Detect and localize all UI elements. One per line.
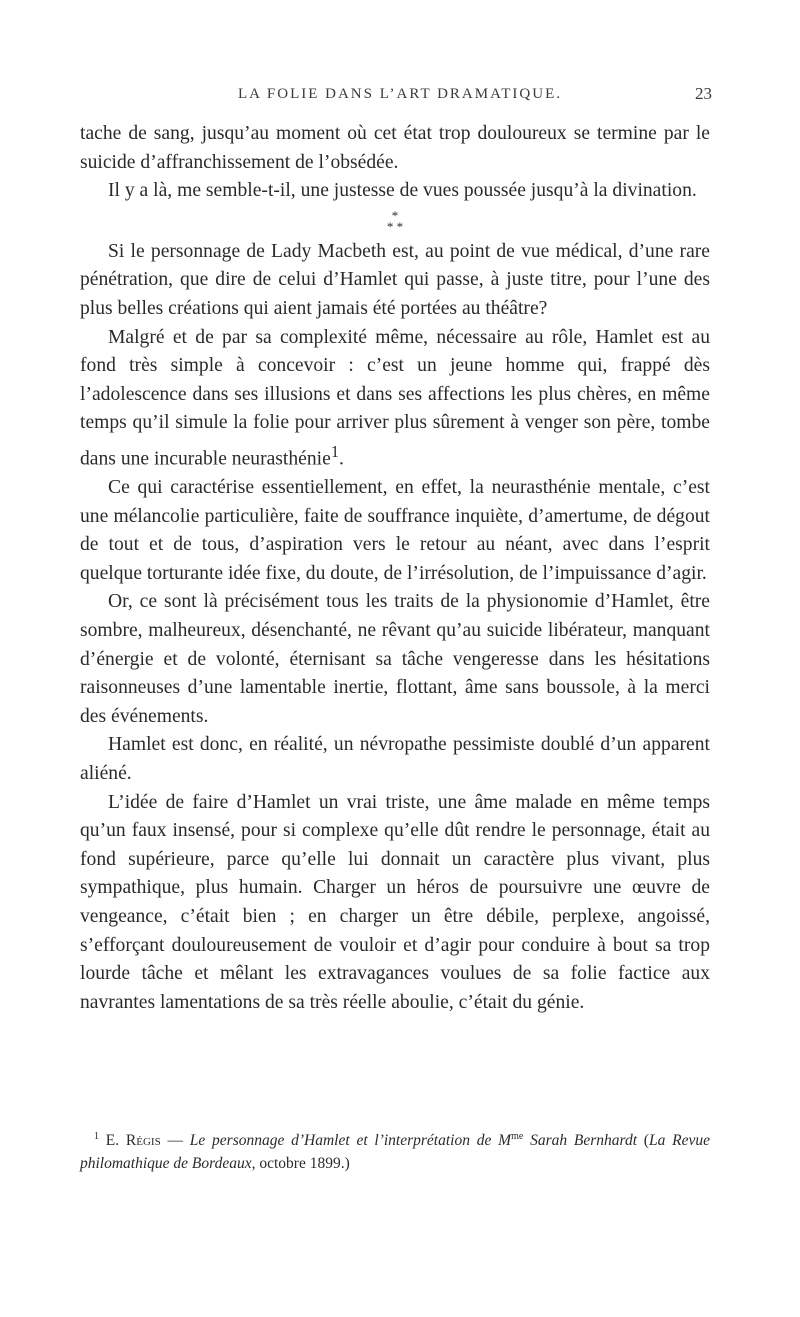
footnote-subject: Sarah Bernhardt [523,1132,638,1150]
footnote-date: octobre 1899.) [255,1155,350,1173]
asterism-bottom: * * [386,218,404,234]
paragraph: Il y a là, me semble-t-il, une justesse de vues poussée jusqu’à la divination. [108,180,697,202]
footnote-title: Le personnage d’Hamlet et l’interprétation de M [189,1132,512,1150]
paragraph-text: Malgré et de par sa complexité même, nécessaire au rôle, Hamlet est au fond très simple à concevoir : c’est un jeune homme qui, frappé dès l’adolescence dans ses illusions et dans ses affections les plus chères, en même temps qu’il simule la folie pour arriver plus sûrement à venger son père, tombe dans une incurable neurasthénie [80,326,710,470]
footnote-dash: — [160,1132,190,1150]
paragraph-continued: tache de sang, jusqu’au moment où cet état trop douloureux se termine par le suicide d’affranchissement de l’obsédée. [80,123,710,173]
paragraph: L’idée de faire d’Hamlet un vrai triste, une âme malade en même temps qu’un faux insensé, pour si complexe qu’elle dût rendre le personnage, était au fond supérieure, parce qu’elle lui donnait un caractère plus vivant, plus sympathique, plus humain. Charger un héros de poursuivre une œuvre de vengeance, c’était bien ; en charger un être débile, perplexe, angoissé, s’efforçant douloureusement de vouloir et d’agir pour conduire à bout sa trop lourde tâche et mêlant les extravagances voulues de sa folie factice aux navrantes lamentations de sa très réelle aboulie, c’était du génie. [80,791,710,1013]
paragraph: Hamlet est donc, en réalité, un névropathe pessimiste doublé d’un apparent aliéné. [80,734,710,784]
footnote-marker: 1 [94,1131,99,1142]
footnote-journal: La Revue philomathique de Bordeaux, [80,1132,710,1173]
body-text [80,120,710,1017]
asterism [80,206,710,238]
asterism-top: * [391,207,399,223]
paragraph: Ce qui caractérise essentiellement, en effet, la neurasthénie mentale, c’est une mélancolie particulière, faite de souffrance inquiète, d’amertume, de dégout de tout et de tous, d’aspiration vers le retour au néant, avec dans l’esprit quelque torturante idée fixe, du doute, de l’irrésolution, de l’impuissance d’agir. [80,477,710,584]
paragraph: Si le personnage de Lady Macbeth est, au point de vue médical, d’une rare pénétration, que dire de celui d’Hamlet qui passe, à juste titre, pour l’une des plus belles créations qui aient jamais été portées au théâtre? [80,240,710,319]
footnote-reference: 1 [330,441,339,461]
running-head [80,86,720,110]
page-number: 23 [695,84,712,103]
footnote-author: E. Régis [105,1132,161,1150]
paragraph-with-note [80,324,710,475]
running-title: LA FOLIE DANS L’ART DRAMATIQUE. [237,86,563,102]
sentence-end: . [338,448,344,470]
footnote-title-sup: me [511,1131,524,1142]
footnote [80,1125,710,1175]
paragraph: Or, ce sont là précisément tous les traits de la physionomie d’Hamlet, être sombre, malheureux, désenchanté, ne rêvant qu’au suicide libérateur, manquant d’énergie et de volonté, éternisant sa tâche vengeresse dans les hésitations raisonneuses d’une lamentable inertie, flottant, âme sans boussole, à la merci des événements. [80,591,710,727]
footnote-paren: ( [637,1132,649,1150]
